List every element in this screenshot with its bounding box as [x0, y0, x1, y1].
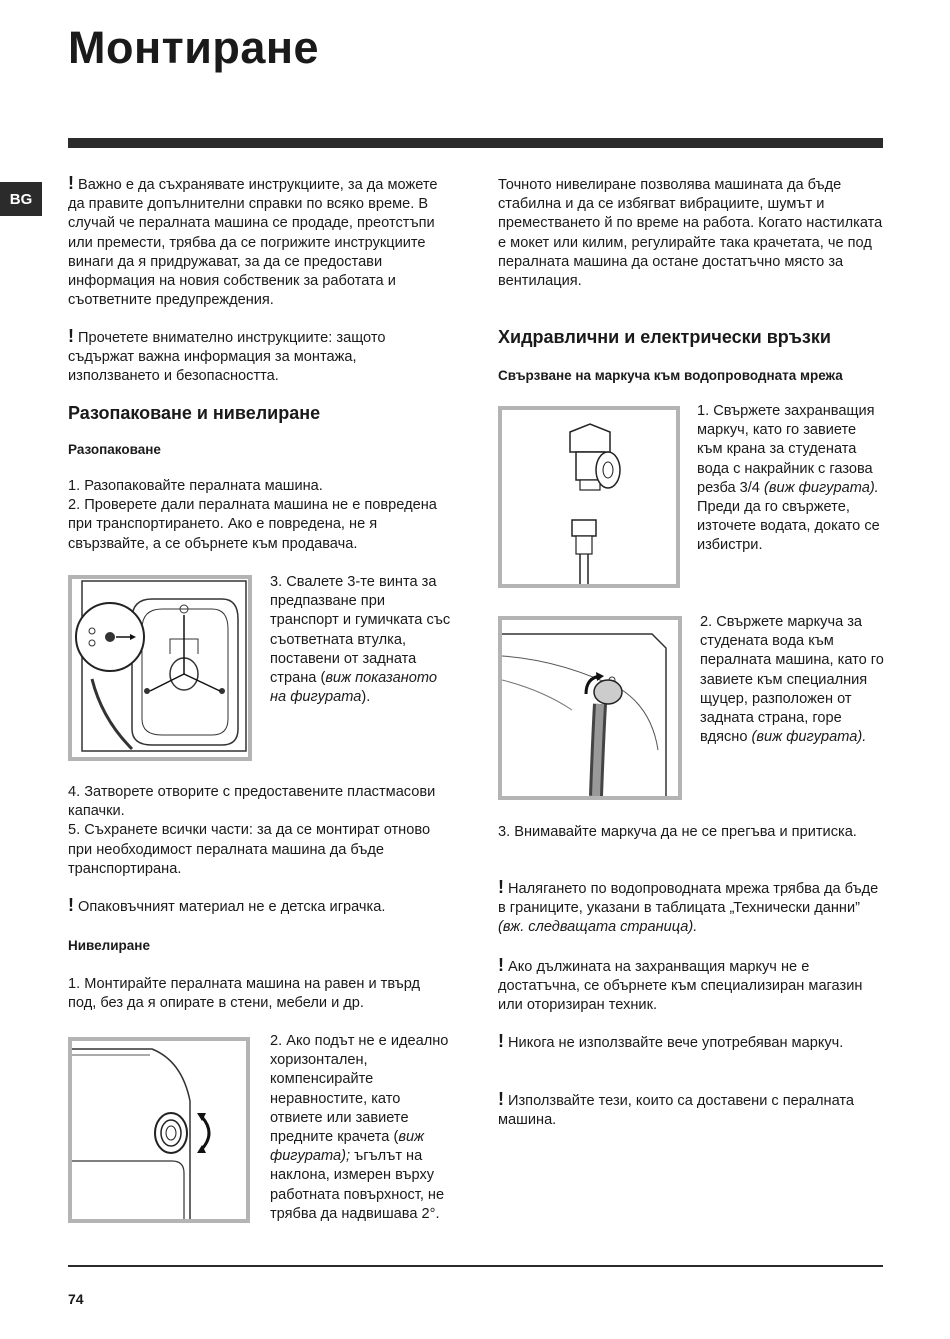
figure-tap-connection — [498, 406, 680, 588]
leveling-text: Точното нивелиране позволява машината да бъде стабилна и да се избягват вибрациите, шумът и преместването й по време на работа. Когато настилката е мокет или килим, регулирайте така крачетата, че под пералната машина да остане достатъчно място за вентилация. — [498, 177, 883, 290]
figure-machine-connection — [498, 616, 682, 800]
unpack-step-3: 3. Свалете 3-те винта за предпазване при транспорт и гумичката със съответната втулка, поставени от задната страна (виж показаното на фигурата). — [270, 574, 451, 706]
warning-icon: ! — [68, 895, 74, 915]
washer-back-illustration — [72, 579, 248, 757]
warning-read-instructions: ! Прочетете внимателно инструкциите: защото съдържат важна информация за монтажа, използването и безопасността. — [68, 326, 386, 385]
header-rule — [68, 138, 883, 148]
subheading-leveling: Нивелиране — [68, 938, 150, 953]
level-step-1: 1. Монтирайте пералната машина на равен и твърд под, без да я опирате в стени, мебели и др. — [68, 976, 421, 1012]
warning-icon: ! — [68, 173, 74, 193]
warning-icon: ! — [68, 326, 74, 346]
warning-icon: ! — [498, 877, 504, 897]
warning-icon: ! — [498, 1031, 504, 1051]
language-tab: BG — [0, 182, 42, 216]
section-heading-connections: Хидравлични и електрически връзки — [498, 327, 831, 347]
warning-hose-length: ! Ако дължината на захранващия маркуч не е достатъчна, се обърнете към специализиран магазин или оторизиран техник. — [498, 955, 863, 1014]
warning-icon: ! — [498, 1089, 504, 1109]
tap-illustration — [502, 410, 676, 584]
hose-step-2: 2. Свържете маркуча за студената вода към пералната машина, като го завиете към специалния щуцер, разположен от задната страна, горе вдясно (виж фигурата). — [700, 614, 884, 746]
unpack-step-2: 2. Проверете дали пералната машина не е повредена при транспортирането. Ако е повредена, не я свързвайте, а се обърнете към продавача. — [68, 497, 437, 552]
unpack-step-5: 5. Съхранете всички части: за да се монтират отново при необходимост пералната машина да бъде транспортирана. — [68, 822, 431, 877]
hose-step-3: 3. Внимавайте маркуча да не се прегъва и притиска. — [498, 824, 857, 840]
unpack-step-1: 1. Разопаковайте пералната машина. — [68, 478, 323, 494]
figure-leveling-feet — [68, 1037, 250, 1223]
warning-packaging: ! Опаковъчният материал не е детска играчка. — [68, 895, 386, 915]
hose-connection-illustration — [502, 620, 678, 796]
page-number: 74 — [68, 1291, 84, 1307]
unpack-steps-4-5 — [68, 783, 450, 879]
unpack-step-4: 4. Затворете отворите с предоставените пластмасови капачки. — [68, 784, 436, 820]
section-heading-unpacking: Разопаковане и нивелиране — [68, 403, 321, 423]
subheading-hose: Свързване на маркуча към водопроводната мрежа — [498, 368, 843, 383]
warning-pressure: ! Налягането по водопроводната мрежа трябва да бъде в границите, указани в таблицата „Технически данни” (вж. следващата страница). — [498, 877, 879, 936]
subheading-unpacking: Разопаковане — [68, 442, 161, 457]
footer-rule — [68, 1265, 883, 1267]
warning-supplied-hose: ! Използвайте тези, които са доставени с пералната машина. — [498, 1089, 855, 1129]
warning-icon: ! — [498, 955, 504, 975]
warning-keep-instructions: ! Важно е да съхранявате инструкциите, за да можете да правите допълнителни справки по всяко време. В случай че пералната машина се продаде, преотстъпи или премести, трябва да се погрижите инструкциите винаги да я придружават, за да се предостави информация на новия собственик за работата и съответните предупреждения. — [68, 173, 438, 309]
warning-used-hose: ! Никога не използвайте вече употребяван маркуч. — [498, 1031, 844, 1051]
hose-step-1: 1. Свържете захранващия маркуч, като го завиете към крана за студената вода с накрайник с газова резба 3/4 (виж фигурата). Преди да го свържете, източете водата, докато се избистри. — [697, 403, 880, 554]
washer-foot-illustration — [72, 1041, 246, 1219]
figure-transport-screws — [68, 575, 252, 761]
level-step-2: 2. Ако подът не е идеално хоризонтален, компенсирайте неравностите, като отвиете или завиете предните крачета (виж фигурата); ъгълът на наклона, измерен върху работната повърхност, не трябва да надвишава 2°. — [270, 1033, 449, 1222]
unpack-steps — [68, 477, 450, 554]
page-title: Монтиране — [68, 22, 320, 73]
